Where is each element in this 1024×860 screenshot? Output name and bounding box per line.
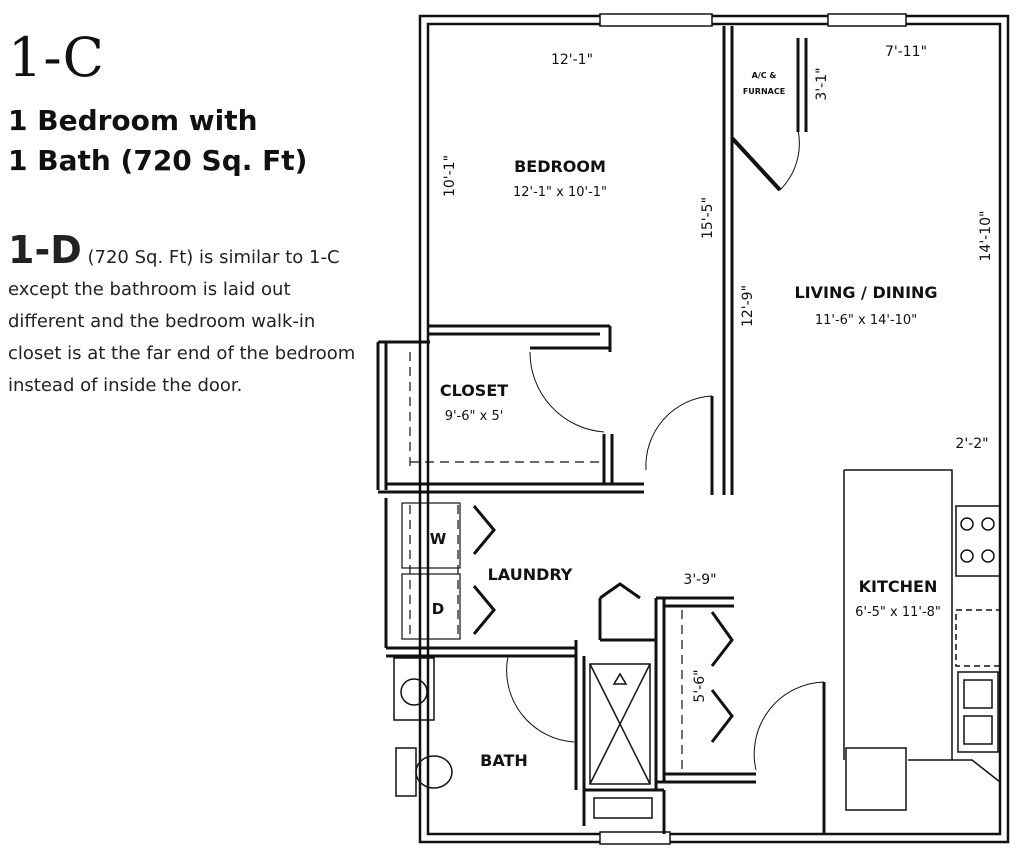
- tub-step: [594, 798, 652, 818]
- range: [956, 506, 1000, 576]
- door-bath-swing: [507, 656, 574, 742]
- toilet-icon: [416, 756, 452, 788]
- window-living: [828, 14, 906, 26]
- room-bedroom-name: BEDROOM: [514, 157, 606, 176]
- room-kitchen-name: KITCHEN: [858, 577, 938, 596]
- door-closet-swing: [530, 352, 604, 432]
- outer-wall: [420, 16, 1008, 842]
- burner-icon: [982, 518, 994, 530]
- bath-fixtures: [394, 658, 652, 818]
- sink-icon: [401, 679, 427, 705]
- linen-bifold-doors: [712, 612, 732, 742]
- dim-counter-depth: 2'-2": [955, 436, 989, 452]
- alt-plan-description: (720 Sq. Ft) is similar to 1-C except the bathroom is laid out different and the bedroom walk-in closet is at the far end of the bedroom instead of inside the door.: [8, 247, 356, 396]
- alt-plan-title: 1-D: [8, 228, 82, 272]
- dim-living-depth: 14'-10": [978, 210, 994, 262]
- kitchen-fixtures: [844, 470, 1000, 810]
- inner-wall: [428, 24, 1000, 834]
- plan-subtitle-line2: 1 Bath (720 Sq. Ft): [8, 144, 308, 177]
- door-entry-swing: [754, 682, 824, 770]
- room-kitchen-size: 6'-5" x 11'-8": [855, 605, 941, 620]
- room-living-name: LIVING / DINING: [794, 283, 938, 302]
- toilet-tank: [396, 748, 416, 796]
- dim-linen-width: 3'-9": [683, 572, 717, 588]
- door-linen: [600, 584, 640, 598]
- dryer-label: D: [431, 600, 445, 618]
- window-bedroom: [600, 14, 712, 26]
- dimension-labels: [439, 44, 994, 703]
- burner-icon: [961, 550, 973, 562]
- washer-label: W: [429, 530, 447, 548]
- shower-drain-icon: [614, 674, 626, 684]
- interior-walls: [378, 26, 824, 834]
- room-living-size: 11'-6" x 14'-10": [814, 313, 918, 328]
- door-hvac: [732, 138, 780, 190]
- room-closet-size: 9'-6" x 5': [444, 409, 504, 424]
- sink-bowl: [964, 716, 992, 744]
- dim-living-width: 7'-11": [884, 44, 928, 60]
- room-closet-name: CLOSET: [439, 381, 509, 400]
- exterior-walls: [420, 16, 1008, 842]
- dim-linen-depth: 5'-6": [692, 669, 708, 703]
- refrigerator: [846, 748, 906, 810]
- room-laundry-name: LAUNDRY: [487, 565, 573, 584]
- plan-subtitle-line1: 1 Bedroom with: [8, 104, 258, 137]
- dim-bedroom-width: 12'-1": [550, 52, 594, 68]
- room-bedroom-size: 12'-1" x 10'-1": [512, 185, 608, 200]
- windows: [600, 14, 906, 844]
- sink-bowl: [964, 680, 992, 708]
- dim-hall-lower: 12'-9": [740, 284, 756, 328]
- burner-icon: [961, 518, 973, 530]
- hvac-label-line2: FURNACE: [742, 87, 786, 96]
- room-bath-name: BATH: [480, 751, 528, 770]
- kitchen-counter-end: [908, 760, 1000, 782]
- door-hvac-swing: [780, 130, 799, 190]
- dim-bedroom-depth: 10'-1": [442, 154, 458, 198]
- hvac-label-line1: A/C &: [751, 71, 777, 80]
- plan-title: 1-C: [8, 26, 105, 89]
- door-bedroom-swing: [646, 396, 712, 470]
- window-bath: [600, 832, 670, 844]
- dim-hvac-closet: 3'-1": [814, 67, 830, 101]
- burner-icon: [982, 550, 994, 562]
- dim-hall-length: 15'-5": [700, 196, 716, 240]
- dishwasher: [956, 610, 1000, 666]
